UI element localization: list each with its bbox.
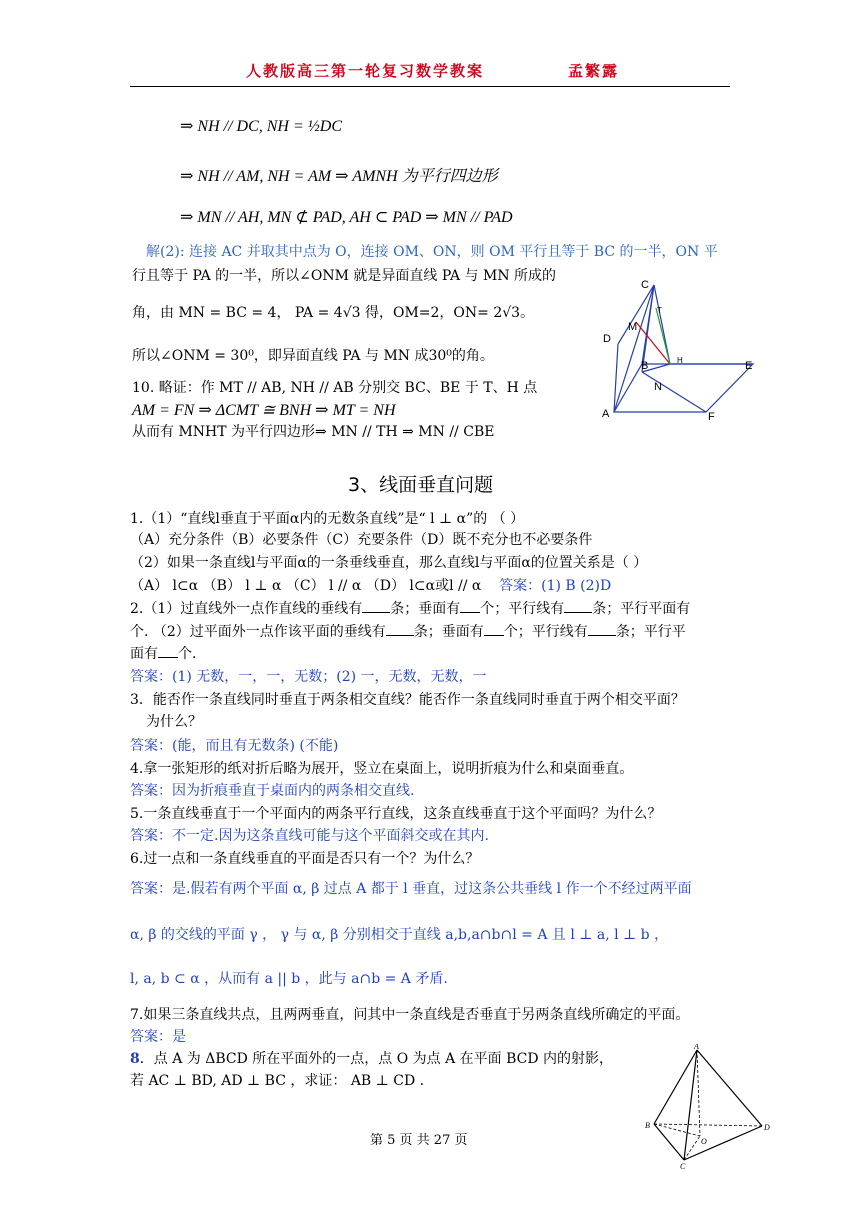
header-title: 人教版高三第一轮复习数学教案 <box>246 62 485 80</box>
solution2-line-4: 所以∠ONM = 30⁰，即异面直线 PA 与 MN 成30⁰的角。 <box>132 348 494 364</box>
q2-line-3: 面有 个. <box>130 646 197 662</box>
q4-answer: 答案：因为折痕垂直于桌面内的两条相交直线. <box>130 783 415 799</box>
q1-line-2: （A）充分条件（B）必要条件（C）充要条件（D）既不充分也不必要条件 <box>130 532 593 548</box>
geometry-figure-1 <box>598 272 768 432</box>
q10-line-2: AM = FN ⇒ ΔCMT ≅ BNH ⇒ MT = NH <box>132 402 396 419</box>
fig1-label-M: M <box>628 321 638 333</box>
section-title: 3、线面垂直问题 <box>348 474 494 496</box>
proof-line-2: ⇒ NH // AM, NH = AM ⇒ AMNH 为平行四边形 <box>180 168 498 185</box>
q1-line-1: 1.（1）“直线l垂直于平面α内的无数条直线”是“ l ⊥ α”的 （ ） <box>130 511 525 527</box>
q5: 5.一条直线垂直于一个平面内的两条平行直线，这条直线垂直于这个平面吗？为什么？ <box>130 806 662 822</box>
header-author: 孟繁露 <box>568 62 620 80</box>
q4: 4.拿一张矩形的纸对折后略为展开，竖立在桌面上，说明折痕为什么和桌面垂直。 <box>130 761 634 777</box>
fig2-label-O: O <box>701 1137 707 1146</box>
q3-line-1: 3．能否作一条直线同时垂直于两条相交直线？能否作一条直线同时垂直于两个相交平面？ <box>130 692 685 708</box>
fig1-label-B: B <box>641 360 649 372</box>
q6-answer-line-1: 答案：是.假若有两个平面 α, β 过点 A 都于 l 垂直，过这条公共垂线 l 作一个不经过两平面 <box>130 881 692 897</box>
q1-line-3: （2）如果一条直线l与平面α的一条垂线垂直，那么直线l与平面α的位置关系是（ ） <box>130 555 648 571</box>
q6-answer-line-3: l, a, b ⊂ α ，从而有 a || b ，此与 a∩b = A 矛盾. <box>130 971 448 987</box>
fig1-label-F: F <box>708 411 715 423</box>
proof-line-3: ⇒ MN // AH, MN ⊄ PAD, AH ⊂ PAD ⇒ MN // PAD <box>180 209 513 226</box>
q8-line-2: 若 AC ⊥ BD, AD ⊥ BC ，求证： AB ⊥ CD . <box>130 1073 425 1089</box>
fig1-label-H: H <box>677 356 683 365</box>
fig1-label-A: A <box>602 408 610 420</box>
page-footer: 第 5 页 共 27 页 <box>370 1133 468 1148</box>
fig1-label-C: C <box>641 279 649 291</box>
fig1-label-E: E <box>745 360 753 372</box>
q8-number: 8 <box>130 1051 140 1067</box>
q2-line-2: 个. （2）过平面外一点作该平面的垂线有 条；垂面有 个；平行线有 条；平行平 <box>130 624 686 640</box>
q10-line-3: 从而有 MNHT 为平行四边形⇒ MN // TH ⇒ MN // CBE <box>132 424 495 440</box>
fig1-label-T: T <box>657 306 662 315</box>
fig2-label-C: C <box>680 1162 686 1171</box>
q6-answer-line-2: α, β 的交线的平面 γ ， γ 与 α, β 分别相交于直线 a,b,a∩b∩l = A 且 l ⊥ a, l ⊥ b ， <box>130 927 669 943</box>
q7: 7.如果三条直线共点，且两两垂直，问其中一条直线是否垂直于另两条直线所确定的平面。 <box>130 1007 690 1023</box>
fig1-label-D: D <box>603 333 611 345</box>
fig2-label-A: A <box>694 1044 699 1051</box>
q5-answer: 答案：不一定.因为这条直线可能与这个平面斜交或在其内. <box>130 828 489 844</box>
q8-line-1: 8．点 A 为 ΔBCD 所在平面外的一点，点 O 为点 A 在平面 BCD 内的射影， <box>130 1051 614 1067</box>
fig2-label-B: B <box>645 1121 650 1130</box>
q1-line-4: （A） l⊂α （B） l ⊥ α （C） l // α （D） l⊂α或l // α 答案：(1) B (2)D <box>130 578 612 594</box>
q2-answer: 答案：(1) 无数，一，一，无数；(2) 一，无数，无数，一 <box>130 669 487 685</box>
q3-answer: 答案：(能，而且有无数条) (不能) <box>130 738 339 754</box>
q10-line-1: 10. 略证：作 MT // AB, NH // AB 分别交 BC、BE 于 T、H 点 <box>132 380 538 396</box>
q1-answer: 答案：(1) B (2)D <box>499 578 612 594</box>
fig2-label-D: D <box>764 1123 770 1132</box>
q6: 6.过一点和一条直线垂直的平面是否只有一个？为什么？ <box>130 851 480 867</box>
header-rule <box>130 86 730 87</box>
solution2-line-3: 角，由 MN = BC = 4， PA = 4√3 得，OM=2，ON= 2√3。 <box>132 305 535 321</box>
solution2-line-2: 行且等于 PA 的一半，所以∠ONM 就是异面直线 PA 与 MN 所成的 <box>132 268 557 284</box>
proof-line-1: ⇒ NH // DC, NH = ½DC <box>180 118 342 135</box>
q3-line-2: 为什么？ <box>146 714 202 730</box>
q7-answer: 答案：是 <box>130 1029 186 1045</box>
fig1-label-N: N <box>654 381 662 393</box>
solution2-line-1: 解(2): 连接 AC 并取其中点为 O，连接 OM、ON，则 OM 平行且等于 BC 的一半，ON 平 <box>146 244 718 260</box>
q2-line-1: 2.（1）过直线外一点作直线的垂线有 条；垂面有 个；平行线有 条；平行平面有 <box>130 601 691 617</box>
geometry-figure-2 <box>640 1044 780 1174</box>
